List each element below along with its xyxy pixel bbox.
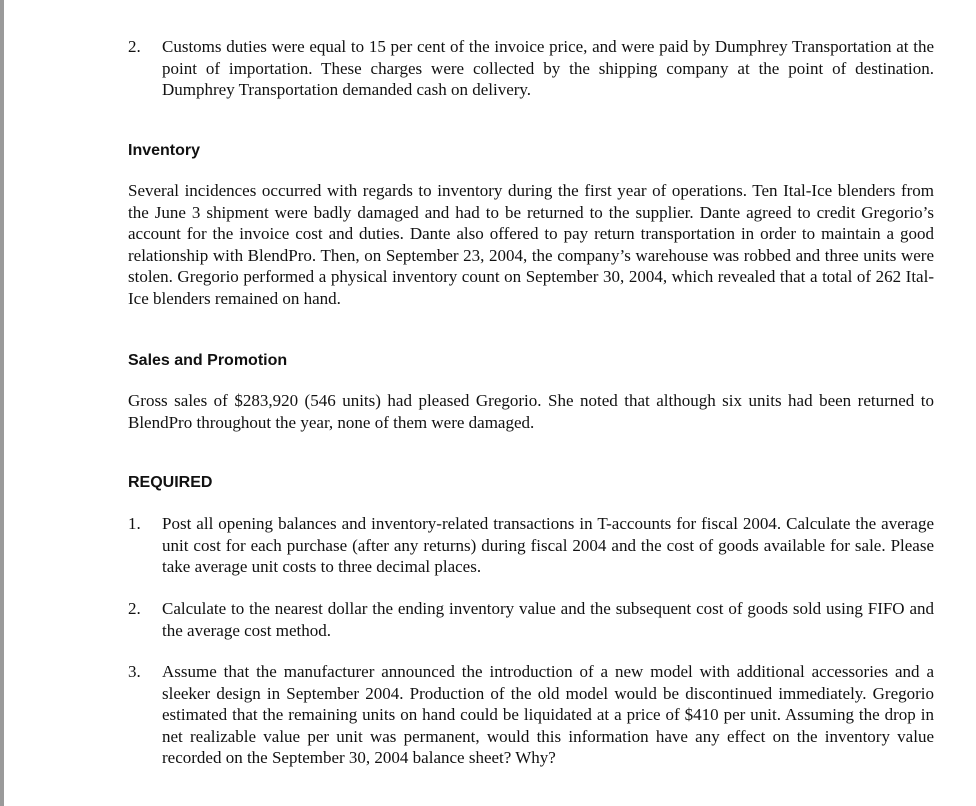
required-item-text: Assume that the manufacturer announced the introduction of a new model with additional accessories and a sleeker design in September 2004. Production of the old model would be discontinued immediately. Gregorio estimated that the remaining units on hand could be liquidated at a price of $410 per unit. Assuming the drop in net realizable value per unit was permanent, would this information have any effect on the inventory value recorded on the September 30, 2004 balance sheet? Why?	[162, 662, 934, 767]
required-item-number: 1.	[128, 514, 141, 533]
continuation-item-text: Customs duties were equal to 15 per cent of the invoice price, and were paid by Dumphrey Transportation at the point of importation. These charges were collected by the shipping company at the point of destination. Dumphrey Transportation demanded cash on delivery.	[162, 37, 934, 99]
required-item-text: Post all opening balances and inventory-related transactions in T-accounts for fiscal 2004. Calculate the average unit cost for each purchase (after any returns) during fiscal 2004 and the cost of goods available for sale. Please take average unit costs to three decimal places.	[162, 514, 934, 576]
required-item-number: 3.	[128, 662, 141, 681]
sales-heading: Sales and Promotion	[128, 352, 288, 369]
required-item-1	[128, 513, 934, 578]
inventory-heading: Inventory	[128, 142, 201, 159]
inventory-paragraph: Several incidences occurred with regards to inventory during the first year of operations. Ten Ital-Ice blenders from the June 3 shipment were badly damaged and had to be returned to the supplier. Dante agreed to credit Gregorio’s account for the invoice cost and duties. Dante also offered to pay return transportation in order to maintain a good relationship with BlendPro. Then, on September 23, 2004, the company’s warehouse was robbed and three units were stolen. Gregorio performed a physical inventory count on September 30, 2004, which revealed that a total of 262 Ital-Ice blenders remained on hand.	[128, 181, 934, 308]
left-margin-bar	[0, 0, 4, 806]
required-item-text: Calculate to the nearest dollar the ending inventory value and the subsequent cost of goods sold using FIFO and the average cost method.	[162, 599, 934, 640]
required-item-3	[128, 661, 934, 769]
continuation-item	[128, 36, 934, 101]
sales-paragraph: Gross sales of $283,920 (546 units) had pleased Gregorio. She noted that although six units had been returned to BlendPro throughout the year, none of them were damaged.	[128, 391, 934, 432]
continuation-item-number: 2.	[128, 37, 141, 56]
required-heading: REQUIRED	[128, 474, 213, 491]
required-item-number: 2.	[128, 599, 141, 618]
required-item-2	[128, 598, 934, 641]
